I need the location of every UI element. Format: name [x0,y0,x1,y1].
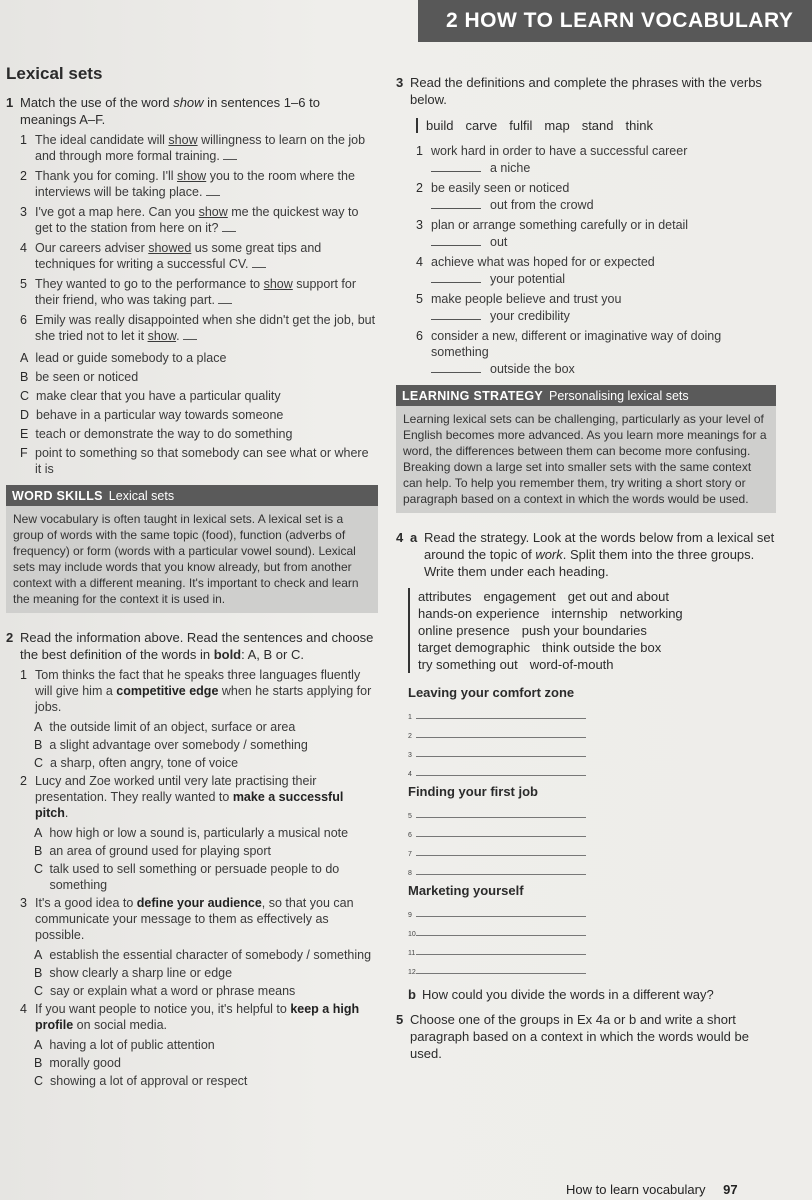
item-number: 6 [416,329,423,343]
phrase-line [431,308,776,324]
option-letter: B [34,738,43,752]
exercise-instruction: Read the strategy. Look at the words below from a lexical set around the topic of work. Split them into the three groups. Write them under each heading. [424,530,775,579]
item-number: 5 [416,292,423,306]
verb-option: fulfil [509,118,533,133]
word-item: get out and about [567,589,669,604]
meaning-item [20,426,378,442]
group-heading: Leaving your comfort zone [408,685,575,700]
target-word: show [198,205,228,219]
answer-line[interactable] [408,858,776,877]
option-text: how high or low a sound is, particularly a musical note [49,826,349,840]
word-row [418,656,776,673]
exercise-part-label: a [410,530,418,545]
definition-text: make people believe and trust you [431,292,622,306]
answer-blank[interactable] [206,185,220,196]
line-number: 6 [408,832,412,839]
exercise-number: 1 [6,95,14,110]
page-number: 97 [723,1182,738,1197]
answer-blank[interactable] [252,257,266,268]
answer-line[interactable] [408,702,776,721]
option-item [34,861,378,893]
line-number: 5 [408,813,412,820]
option-letter: B [34,844,43,858]
exercise-1 [6,94,378,477]
target-word: showed [148,241,192,255]
word-item: attributes [418,589,472,604]
definition-item [416,180,776,196]
verb-option: think [625,118,653,133]
group-heading: Marketing yourself [408,883,524,898]
item-number: 2 [20,169,27,183]
exercise-5 [396,1011,776,1062]
phrase-text: out from the crowd [490,198,594,212]
verb-option: carve [465,118,498,133]
write-line [416,935,586,936]
option-item [34,737,378,753]
learning-strategy-body: Learning lexical sets can be challenging, particularly as your level of English becomes more advanced. As you learn more meanings for a word, the differences between them can become more confusing. Breaking down a large set into smaller sets with the same context can help. To help you remember them, try writing a short story or paragraph based on a context in which the words would be used. [396,406,776,513]
bold-phrase: competitive edge [116,684,219,698]
answer-blank[interactable] [431,271,481,283]
write-line [416,737,586,738]
meaning-text: be seen or noticed [35,370,139,384]
exercise-2 [6,629,378,1089]
line-number: 10 [408,931,416,938]
option-letter: F [20,446,28,460]
definition-item [416,291,776,307]
phrase-text: your credibility [490,309,570,323]
phrase-text: outside the box [490,362,575,376]
meaning-text: point to something so that somebody can see what or where it is [35,446,369,476]
definition-text: plan or arrange something carefully or in detail [431,218,689,232]
question-text: Tom thinks the fact that he speaks three languages fluently will give him a competitive edge when he starts applying for jobs. [35,668,372,714]
option-letter: B [34,966,43,980]
option-item [34,1037,378,1053]
bold-phrase: make a successful pitch [35,790,344,820]
verb-option: stand [581,118,614,133]
option-text: talk used to sell something or persuade people to do something [49,862,340,892]
write-line [416,718,586,719]
word-item: target demographic [418,640,531,655]
target-word: show [168,133,198,147]
definition-item [416,143,776,159]
exercise-instruction: How could you divide the words in a different way? [422,987,714,1002]
word-item: word-of-mouth [529,657,614,672]
sentence-list [20,132,378,344]
line-number: 3 [408,752,412,759]
answer-blank[interactable] [431,160,481,172]
question-item [20,667,378,715]
answer-line[interactable] [408,721,776,740]
question-item [20,773,378,821]
option-list [34,719,378,771]
answer-line[interactable] [408,900,776,919]
sentence-text: They wanted to go to the performance to show support for their friend, who was taking part. [35,277,357,307]
unit-banner: 2 HOW TO LEARN VOCABULARY [418,0,812,42]
meaning-list [20,350,378,477]
answer-blank[interactable] [222,221,236,232]
exercise-number: 5 [396,1012,404,1027]
meaning-item [20,388,378,404]
definition-list [416,143,776,377]
phrase-line [431,271,776,287]
sentence-item [20,204,378,236]
answer-blank[interactable] [431,361,481,373]
word-item: networking [619,606,683,621]
option-text: the outside limit of an object, surface or area [49,720,296,734]
exercise-4 [396,529,776,1003]
sentence-text: Our careers adviser showed us some great tips and techniques for writing a successful CV. [35,241,322,271]
word-item: internship [551,606,608,621]
word-item: push your boundaries [521,623,647,638]
question-text: Lucy and Zoe worked until very late practising their presentation. They really wanted to make a successful pitch. [35,774,344,820]
exercise-3 [396,74,776,377]
answer-line[interactable] [408,839,776,858]
line-number: 11 [408,950,416,957]
meaning-text: make clear that you have a particular quality [36,389,281,403]
answer-line[interactable] [408,801,776,820]
meaning-item [20,445,378,477]
exercise-number: 3 [396,75,404,90]
page-footer [566,1182,738,1197]
definition-text: achieve what was hoped for or expected [431,255,655,269]
phrase-line [431,197,776,213]
exercise-4b [408,986,776,1003]
option-item [34,1055,378,1071]
word-skills-body: New vocabulary is often taught in lexical sets. A lexical set is a group of words with the same topic (food), function (adverbs of frequency) or form (words with a particular vowel sound). Lexical sets may include words that you know already, but from another context with a different meaning. It's important to check and learn the meaning for the context it is used in. [6,506,378,613]
answer-blank[interactable] [431,197,481,209]
definition-text: work hard in order to have a successful career [431,144,688,158]
right-column [396,74,776,1068]
write-line [416,836,586,837]
answer-blank[interactable] [223,149,237,160]
write-line [416,855,586,856]
option-letter: C [34,756,44,770]
sentence-text: The ideal candidate will show willingness to learn on the job and through more formal training. [35,133,366,163]
write-line [416,756,586,757]
option-text: having a lot of public attention [49,1038,215,1052]
answer-line[interactable] [408,957,776,976]
definition-text: be easily seen or noticed [431,181,570,195]
word-row [418,639,776,656]
option-letter: D [20,408,30,422]
option-item [34,719,378,735]
left-column [6,60,378,1095]
option-letter: E [20,427,29,441]
option-text: show clearly a sharp line or edge [49,966,233,980]
meaning-text: behave in a particular way towards someone [36,408,284,422]
sentence-item [20,276,378,308]
option-item [34,843,378,859]
sentence-text: I've got a map here. Can you show me the quickest way to get to the station from here on it? [35,205,359,235]
phrase-text: your potential [490,272,566,286]
verb-option: map [544,118,570,133]
item-number: 2 [416,181,423,195]
meaning-item [20,369,378,385]
phrase-line [431,361,776,377]
answer-line[interactable] [408,938,776,957]
word-skills-header: WORD SKILLS Lexical sets [6,485,378,506]
question-list [20,667,378,1089]
exercise-instruction: Read the information above. Read the sentences and choose the best definition of the words in bold: A, B or C. [20,630,374,662]
word-item: try something out [418,657,518,672]
answer-line[interactable] [408,759,776,778]
option-letter: C [20,389,30,403]
write-line [416,973,586,974]
definition-item [416,254,776,270]
footer-title: How to learn vocabulary [566,1182,706,1197]
option-item [34,825,378,841]
meaning-item [20,350,378,366]
exercise-instruction: Read the definitions and complete the phrases with the verbs below. [410,75,762,107]
word-row [418,605,776,622]
verb-option: build [426,118,454,133]
sentence-text: Thank you for coming. I'll show you to the room where the interviews will be taking place. [35,169,355,199]
option-item [34,1073,378,1089]
target-word: show [263,277,293,291]
write-line [416,817,586,818]
meaning-text: teach or demonstrate the way to do something [35,427,293,441]
bold-phrase: keep a high profile [35,1002,360,1032]
write-line [416,775,586,776]
item-number: 2 [20,774,27,788]
line-number: 12 [408,969,416,976]
question-item [20,895,378,943]
bold-phrase: define your audience [136,896,262,910]
option-letter: A [20,351,29,365]
line-number: 9 [408,912,412,919]
word-box [408,588,776,673]
word-item: online presence [418,623,510,638]
option-letter: B [20,370,29,384]
line-number: 2 [408,733,412,740]
sentence-item [20,168,378,200]
option-text: an area of ground used for playing sport [49,844,272,858]
phrase-text: a niche [490,161,531,175]
group-heading: Finding your first job [408,784,538,799]
answer-blank[interactable] [431,308,481,320]
item-number: 4 [20,241,27,255]
write-line [416,954,586,955]
sentence-item [20,240,378,272]
option-text: say or explain what a word or phrase means [50,984,296,998]
item-number: 1 [20,133,27,147]
group-list [396,685,776,976]
option-list [34,947,378,999]
phrase-text: out [490,235,508,249]
phrase-line [431,160,776,176]
option-text: morally good [49,1056,121,1070]
answer-line[interactable] [408,919,776,938]
item-number: 1 [20,668,27,682]
option-letter: A [34,720,43,734]
option-text: a sharp, often angry, tone of voice [50,756,239,770]
question-text: If you want people to notice you, it's helpful to keep a high profile on social media. [35,1002,360,1032]
option-letter: A [34,826,43,840]
exercise-number: 4 [396,530,404,545]
option-list [34,825,378,893]
line-number: 7 [408,851,412,858]
word-item: think outside the box [542,640,662,655]
definition-item [416,217,776,233]
item-number: 3 [20,896,27,910]
definition-item [416,328,776,360]
target-word: show [177,169,207,183]
option-letter: C [34,862,44,876]
item-number: 3 [20,205,27,219]
answer-line[interactable] [408,820,776,839]
option-letter: A [34,948,43,962]
answer-blank[interactable] [183,329,197,340]
write-line [416,874,586,875]
item-number: 1 [416,144,423,158]
meaning-item [20,407,378,423]
option-item [34,947,378,963]
line-number: 8 [408,870,412,877]
sentence-item [20,132,378,164]
exercise-instruction: Choose one of the groups in Ex 4a or b and write a short paragraph based on a context in which the words would be used. [410,1012,749,1061]
exercise-number: 2 [6,630,14,645]
question-text: It's a good idea to define your audience, so that you can communicate your message to them as effectively as possible. [35,896,354,942]
answer-line[interactable] [408,740,776,759]
definition-text: consider a new, different or imaginative way of doing something [431,329,722,359]
answer-blank[interactable] [218,293,232,304]
word-item: hands-on experience [418,606,540,621]
item-number: 6 [20,313,27,327]
option-letter: C [34,1074,44,1088]
answer-blank[interactable] [431,234,481,246]
sentence-text: Emily was really disappointed when she didn't get the job, but she tried not to let it show. [35,313,376,343]
section-title: Lexical sets [6,64,103,83]
verb-box [416,118,776,133]
word-row [418,588,776,605]
option-list [34,1037,378,1089]
option-letter: A [34,1038,43,1052]
item-number: 5 [20,277,27,291]
exercise-part-label: b [408,987,416,1002]
item-number: 3 [416,218,423,232]
item-number: 4 [416,255,423,269]
item-number: 4 [20,1002,27,1016]
write-line [416,916,586,917]
phrase-line [431,234,776,250]
meaning-text: lead or guide somebody to a place [35,351,227,365]
option-item [34,965,378,981]
option-letter: C [34,984,44,998]
option-letter: B [34,1056,43,1070]
option-item [34,755,378,771]
option-text: showing a lot of approval or respect [50,1074,248,1088]
exercise-instruction: Match the use of the word show in sentences 1–6 to meanings A–F. [20,95,320,127]
line-number: 1 [408,714,412,721]
question-item [20,1001,378,1033]
sentence-item [20,312,378,344]
line-number: 4 [408,771,412,778]
option-text: establish the essential character of somebody / something [49,948,372,962]
option-item [34,983,378,999]
option-text: a slight advantage over somebody / something [49,738,308,752]
word-item: engagement [483,589,556,604]
target-word: show [147,329,177,343]
learning-strategy-header: LEARNING STRATEGY Personalising lexical sets [396,385,776,406]
word-row [418,622,776,639]
